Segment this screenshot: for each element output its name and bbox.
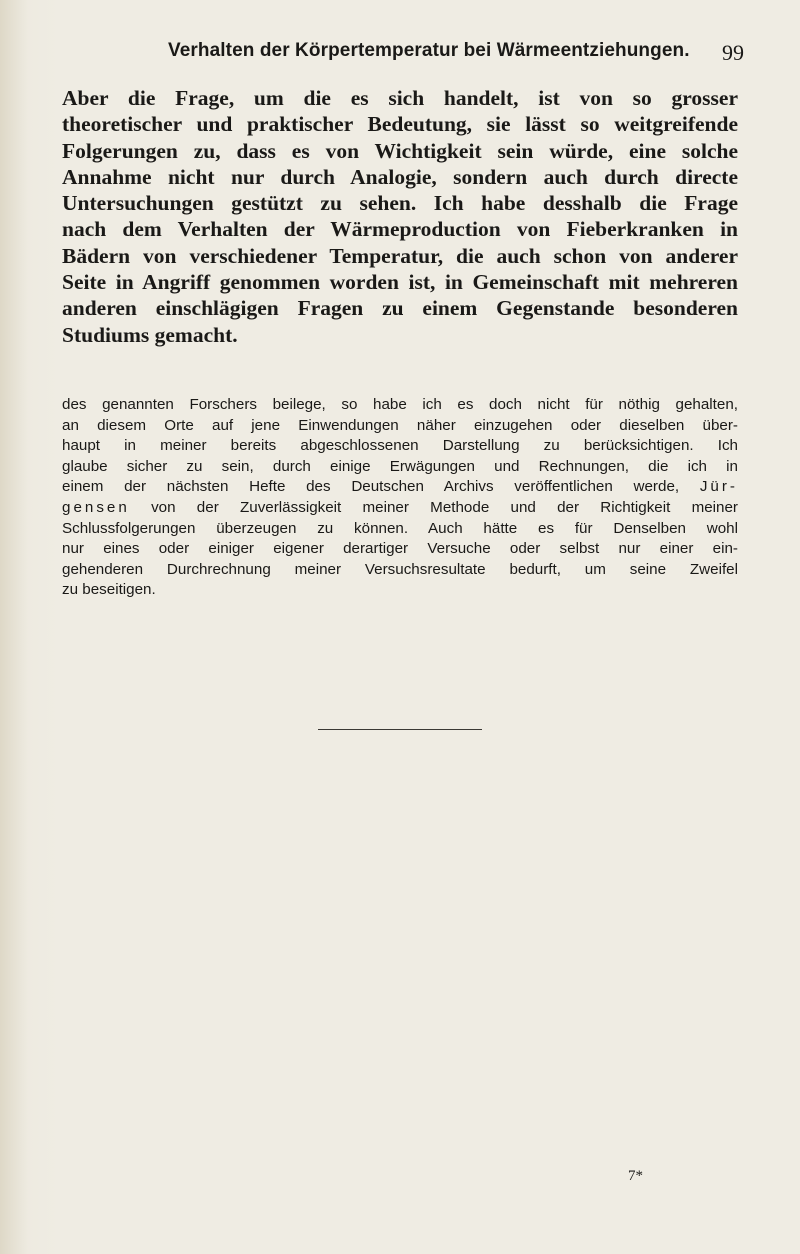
main-text-line: Seite in Angriff genommen worden ist, in Gemeinschaft mit mehreren [62,270,738,295]
footnote-line: des genannten Forschers beilege, so habe ich es doch nicht für nöthig gehalten, [62,396,738,413]
main-text-line: Studiums gemacht. [62,322,238,347]
author-name-spaced: Jür- [699,478,738,496]
main-text-line: theoretischer und praktischer Bedeutung, sie lässt so weitgreifende [62,112,738,137]
main-text-line: Annahme nicht nur durch Analogie, sondern auch durch directe [62,164,738,189]
main-text-line: anderen einschlägigen Fragen zu einem Gegenstande besonderen [62,296,738,321]
footnote-line [62,477,738,498]
footnote-text: einem der nächsten Hefte des Deutschen Archivs veröffentlichen werde, [62,478,680,496]
running-head: Verhalten der Körpertemperatur bei Wärmeentziehungen. [168,40,690,61]
main-text-line: Folgerungen zu, dass es von Wichtigkeit sein würde, eine solche [62,138,738,163]
main-text-line: Aber die Frage, um die es sich handelt, ist von so grosser [62,86,738,110]
author-name-spaced: gensen [62,498,130,516]
footnote-line: zu beseitigen. [62,581,156,599]
footnote [62,395,738,601]
footnote-line: glaube sicher zu sein, durch einige Erwägungen und Rechnungen, die ich in [62,457,738,475]
main-text-line: Untersuchungen gestützt zu sehen. Ich habe desshalb die Frage [62,191,738,216]
footnote-text: von der Zuverlässigkeit meiner Methode und der Richtigkeit meiner [151,498,738,516]
footnote-line: gehenderen Durchrechnung meiner Versuchsresultate bedurft, um seine Zweifel [62,560,738,578]
main-text-line: Bädern von verschiedener Temperatur, die auch schon von anderer [62,243,738,268]
main-paragraph [62,85,738,348]
page-number: 99 [722,40,744,65]
footnote-line: haupt in meiner bereits abgeschlossenen Darstellung zu berücksichtigen. Ich [62,437,738,455]
footnote-line [62,498,738,519]
footnote-line: an diesem Orte auf jene Einwendungen näher einzugehen oder dieselben über- [62,416,738,434]
page-header [104,36,744,76]
signature-mark: 7* [628,1168,643,1184]
footnote-line: nur eines oder einiger eigener derartiger Versuche oder selbst nur einer ein- [62,540,738,558]
section-divider [318,729,482,730]
footnote-line: Schlussfolgerungen überzeugen zu können. Auch hätte es für Denselben wohl [62,519,738,537]
main-text-line: nach dem Verhalten der Wärmeproduction von Fieberkranken in [62,217,738,242]
